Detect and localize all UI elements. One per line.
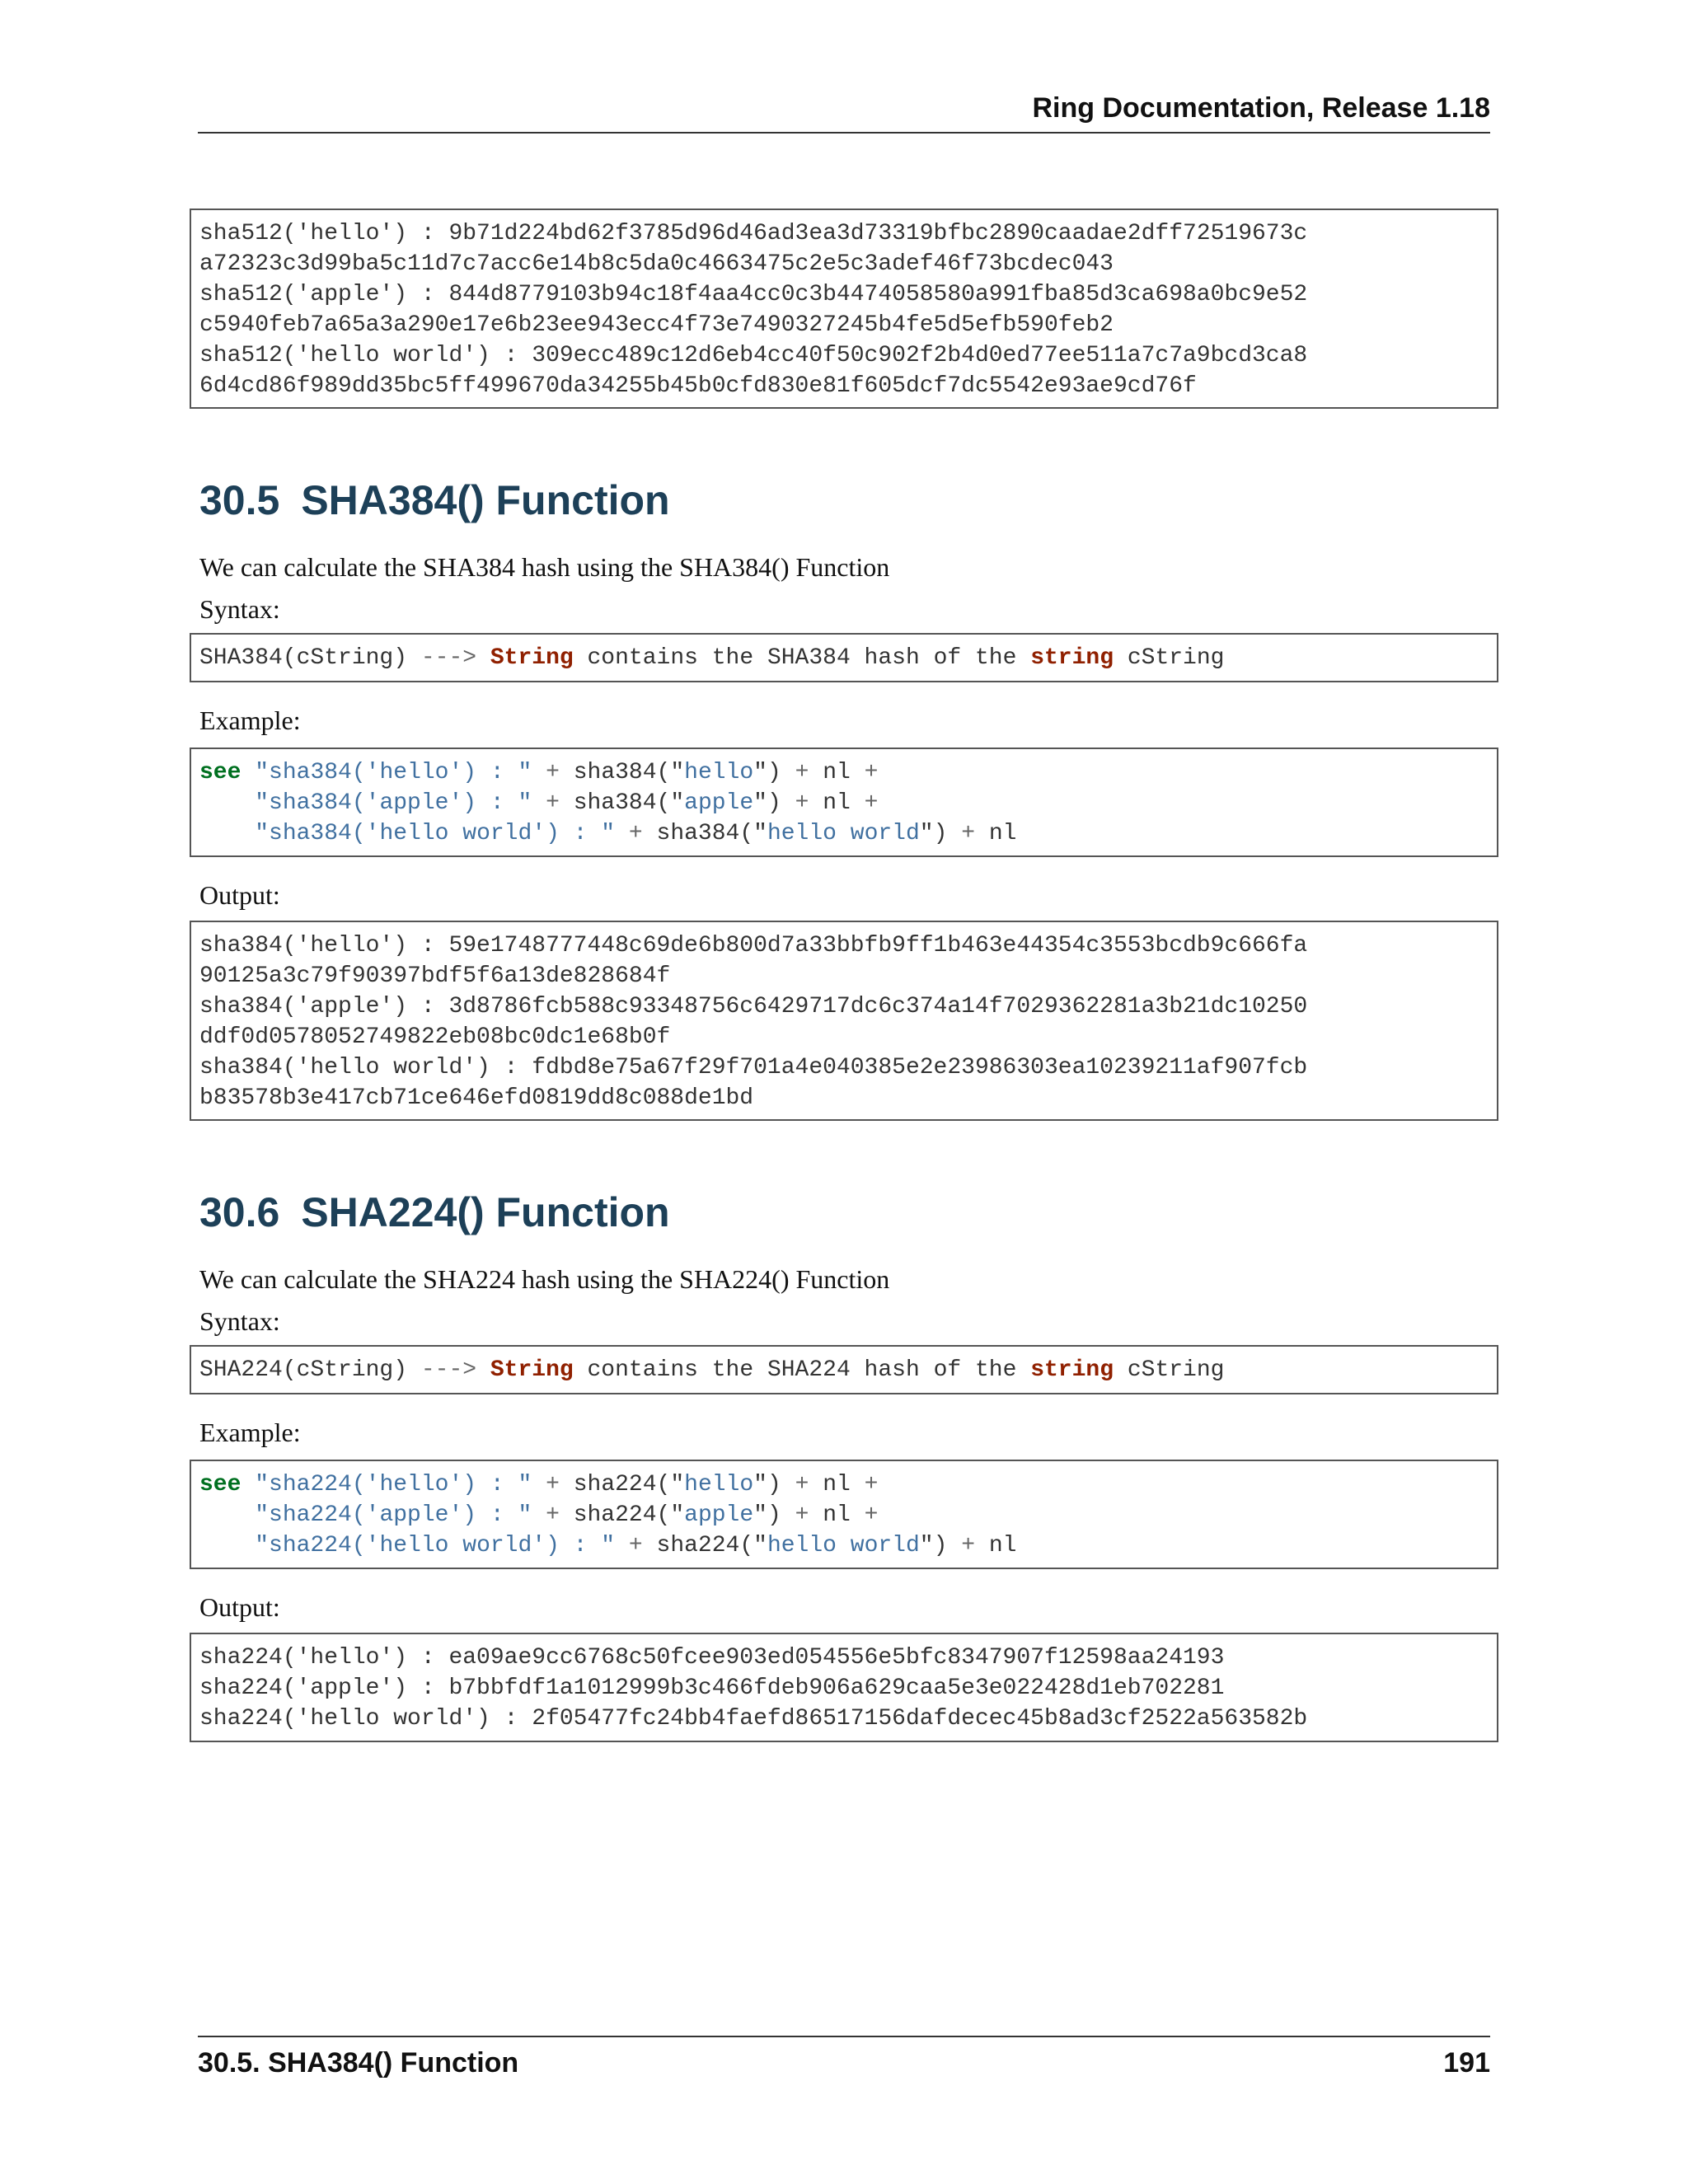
syntax-label: Syntax: <box>199 594 280 624</box>
code-line: sha384('hello world') : fdbd8e75a67f29f701a4e040385e2e23986303ea10239211af907fcb <box>199 1055 1308 1080</box>
example-line: see "sha384('hello') : " + sha384("hello") + nl + <box>199 760 879 785</box>
footer-section-title: 30.5. SHA384() Function <box>198 2047 519 2079</box>
code-line: sha384('hello') : 59e1748777448c69de6b800d7a33bbfb9ff1b463e44354c3553bcdb9c666fa <box>199 933 1308 958</box>
page-number: 191 <box>1443 2047 1490 2079</box>
syntax-type: string <box>1030 1357 1114 1383</box>
function-call: sha384( <box>573 790 671 816</box>
function-call: sha224( <box>656 1533 754 1558</box>
example-line: "sha384('hello world') : " + sha384("hello world") + nl <box>255 821 1017 846</box>
page-content <box>190 209 1498 1742</box>
example-line: "sha224('hello world') : " + sha224("hello world") + nl <box>255 1533 1017 1558</box>
example-block <box>190 748 1498 857</box>
syntax-text: contains the SHA384 hash of the <box>573 645 1031 671</box>
output-label: Output: <box>199 880 280 910</box>
string-literal: hello world <box>767 821 920 846</box>
function-call: sha224( <box>573 1502 671 1528</box>
string-literal: hello <box>684 760 754 785</box>
syntax-type: String <box>490 1357 574 1383</box>
string-literal: hello <box>684 1472 754 1497</box>
string-literal: "sha384('hello') : " <box>255 760 532 785</box>
code-line: 90125a3c79f90397bdf5f6a13de828684f <box>199 963 671 989</box>
function-call: sha224( <box>573 1472 671 1497</box>
example-line: "sha384('apple') : " + sha384("apple") + nl + <box>255 790 879 816</box>
string-literal: "sha224('hello world') : " <box>255 1533 616 1558</box>
code-line: c5940feb7a65a3a290e17e6b23ee943ecc4f73e7490327245b4fe5d5efb590feb2 <box>199 312 1114 338</box>
string-literal: "sha224('apple') : " <box>255 1502 532 1528</box>
section-title: SHA384() Function <box>301 477 670 523</box>
section-title: SHA224() Function <box>301 1189 670 1235</box>
page-header <box>198 92 1490 134</box>
code-line: sha512('hello') : 9b71d224bd62f3785d96d46ad3ea3d73319bfbc2890caadae2dff72519673c <box>199 221 1308 246</box>
syntax-arrow: ---> <box>420 1357 477 1383</box>
section-description: We can calculate the SHA384 hash using the SHA384() Function <box>199 552 890 582</box>
string-literal: "sha224('hello') : " <box>255 1472 532 1497</box>
keyword: see <box>199 760 241 785</box>
syntax-type: string <box>1030 645 1114 671</box>
string-literal: apple <box>684 1502 754 1528</box>
code-line: a72323c3d99ba5c11d7c7acc6e14b8c5da0c4663475c2e5c3adef46f73bcdec043 <box>199 251 1114 277</box>
sha512-output-block <box>190 209 1498 409</box>
code-line: sha384('apple') : 3d8786fcb588c93348756c6429717dc6c374a14f7029362281a3b21dc10250 <box>199 994 1308 1019</box>
sha224-output-block <box>190 1633 1498 1742</box>
keyword: see <box>199 1472 241 1497</box>
syntax-arrow: ---> <box>420 645 477 671</box>
section-number: 30.5 <box>199 477 280 523</box>
example-block <box>190 1460 1498 1569</box>
example-line: see "sha224('hello') : " + sha224("hello") + nl + <box>199 1472 879 1497</box>
code-line: sha224('apple') : b7bbfdf1a1012999b3c466fdeb906a629caa5e3e022428d1eb702281 <box>199 1675 1225 1701</box>
string-literal: "sha384('apple') : " <box>255 790 532 816</box>
example-label: Example: <box>199 1418 301 1447</box>
output-label: Output: <box>199 1592 280 1622</box>
string-literal: hello world <box>767 1533 920 1558</box>
syntax-label: Syntax: <box>199 1306 280 1336</box>
code-line: sha512('apple') : 844d8779103b94c18f4aa4cc0c3b4474058580a991fba85d3ca698a0bc9e52 <box>199 282 1308 307</box>
function-call: sha384( <box>573 760 671 785</box>
page-footer <box>198 2036 1490 2079</box>
section-description: We can calculate the SHA224 hash using the SHA224() Function <box>199 1264 890 1294</box>
code-line: 6d4cd86f989dd35bc5ff499670da34255b45b0cfd830e81f605dcf7dc5542e93ae9cd76f <box>199 373 1197 399</box>
example-label: Example: <box>199 705 301 735</box>
string-literal: apple <box>684 790 754 816</box>
code-line: sha512('hello world') : 309ecc489c12d6eb4cc40f50c902f2b4d0ed77ee511a7c7a9bcd3ca8 <box>199 343 1308 368</box>
syntax-type: String <box>490 645 574 671</box>
syntax-text: cString <box>1114 1357 1225 1383</box>
syntax-line <box>199 643 1489 673</box>
code-line: sha224('hello world') : 2f05477fc24bb4faefd86517156dafdecec45b8ad3cf2522a563582b <box>199 1706 1308 1732</box>
syntax-block <box>190 633 1498 682</box>
syntax-text: cString <box>1114 645 1225 671</box>
sha384-output-block <box>190 921 1498 1121</box>
section-heading-sha224 <box>190 1188 1498 1236</box>
code-line: b83578b3e417cb71ce646efd0819dd8c088de1bd <box>199 1085 754 1111</box>
syntax-call: SHA224(cString) <box>199 1357 421 1383</box>
string-literal: "sha384('hello world') : " <box>255 821 616 846</box>
function-call: sha384( <box>656 821 754 846</box>
section-number: 30.6 <box>199 1189 280 1235</box>
example-line: "sha224('apple') : " + sha224("apple") + nl + <box>255 1502 879 1528</box>
syntax-line <box>199 1355 1489 1385</box>
header-title: Ring Documentation, Release 1.18 <box>1032 92 1490 124</box>
code-line: ddf0d0578052749822eb08bc0dc1e68b0f <box>199 1024 671 1050</box>
code-line: sha224('hello') : ea09ae9cc6768c50fcee903ed054556e5bfc8347907f12598aa24193 <box>199 1645 1225 1671</box>
section-heading-sha384 <box>190 476 1498 524</box>
syntax-call: SHA384(cString) <box>199 645 421 671</box>
syntax-text: contains the SHA224 hash of the <box>573 1357 1031 1383</box>
syntax-block <box>190 1345 1498 1394</box>
